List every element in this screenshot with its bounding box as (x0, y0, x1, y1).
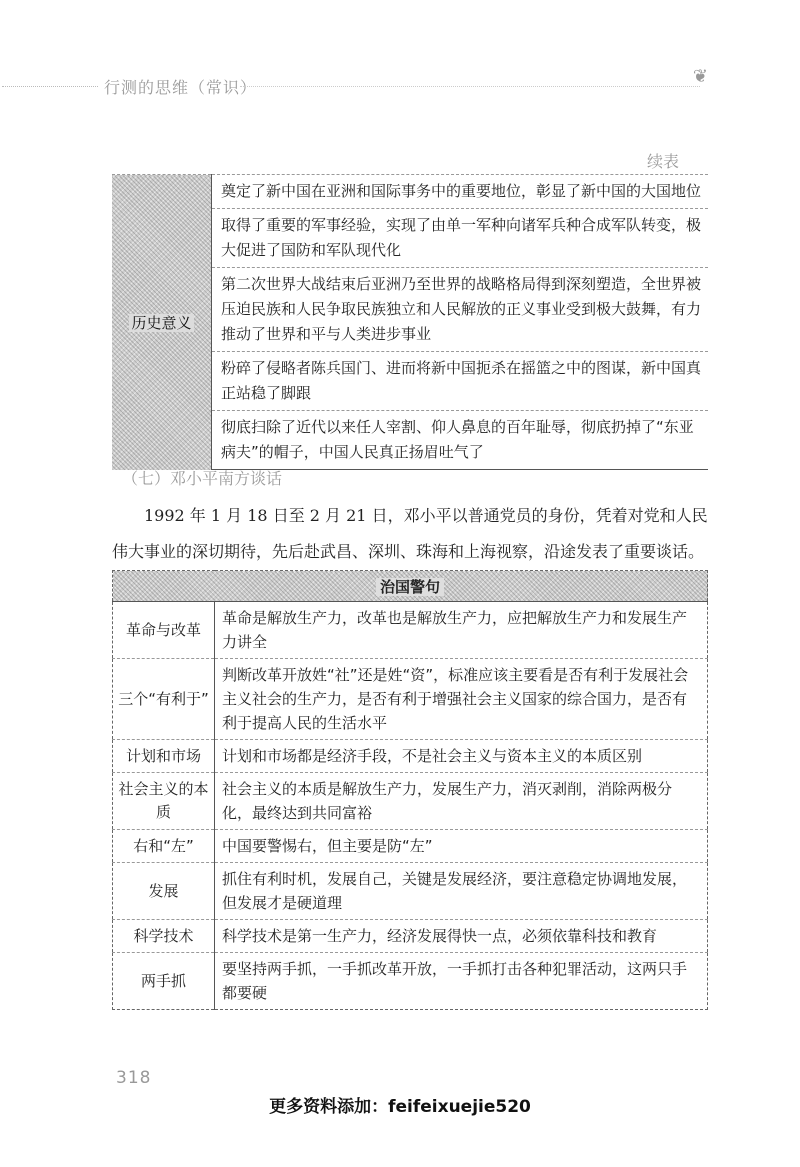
quote-key: 右和“左” (113, 830, 215, 863)
quote-value: 社会主义的本质是解放生产力，发展生产力，消灭剥削，消除两极分化，最终达到共同富裕 (215, 773, 708, 830)
table-row (113, 740, 708, 773)
quote-value: 科学技术是第一生产力，经济发展得快一点，必须依靠科技和教育 (215, 920, 708, 953)
header-dotted-rule (2, 86, 98, 88)
quote-value: 革命是解放生产力，改革也是解放生产力，应把解放生产力和发展生产力讲全 (215, 602, 708, 659)
quotes-header: 治国警句 (376, 578, 444, 596)
quotes-header-cell (113, 571, 708, 602)
significance-label-cell (112, 175, 212, 470)
quote-key: 计划和市场 (113, 740, 215, 773)
significance-item: 彻底扫除了近代以来任人宰割、仰人鼻息的百年耻辱，彻底扔掉了“东亚病夫”的帽子，中国人民真正扬眉吐气了 (212, 411, 709, 470)
significance-item: 奠定了新中国在亚洲和国际事务中的重要地位，彰显了新中国的大国地位 (212, 175, 709, 209)
table-row (113, 659, 708, 740)
quote-value: 判断改革开放姓“社”还是姓“资”，标准应该主要看是否有利于发展社会主义社会的生产力，是否有利于增强社会主义国家的综合国力，是否有利于提高人民的生活水平 (215, 659, 708, 740)
significance-item: 粉碎了侵略者陈兵国门、进而将新中国扼杀在摇篮之中的图谋，新中国真正站稳了脚跟 (212, 352, 709, 411)
body-paragraph (112, 498, 712, 570)
significance-item: 第二次世界大战结束后亚洲乃至世界的战略格局得到深刻塑造，全世界被压迫民族和人民争取民族独立和人民解放的正义事业受到极大鼓舞，有力推动了世界和平与人类进步事业 (212, 268, 709, 352)
footer-note: 更多资料添加：feifeixuejie520 (269, 1097, 531, 1117)
table-row (113, 920, 708, 953)
paragraph-text: 1992 年 1 月 18 日至 2 月 21 日，邓小平以普通党员的身份，凭着对党和人民伟大事业的深切期待，先后赴武昌、深圳、珠海和上海视察，沿途发表了重要谈话。 (112, 506, 708, 561)
ornament-icon: ❦ (692, 66, 708, 87)
running-header (0, 66, 800, 102)
table-row (113, 602, 708, 659)
quote-value: 计划和市场都是经济手段，不是社会主义与资本主义的本质区别 (215, 740, 708, 773)
quote-value: 中国要警惕右，但主要是防“左” (215, 830, 708, 863)
quotes-header-row (113, 571, 708, 602)
quotes-table (112, 570, 708, 1010)
quote-key: 革命与改革 (113, 602, 215, 659)
quote-key: 两手抓 (113, 953, 215, 1010)
page-number: 318 (116, 1068, 152, 1088)
significance-table (112, 174, 708, 470)
quote-key: 三个“有利于” (113, 659, 215, 740)
table-row (113, 830, 708, 863)
significance-label: 历史意义 (131, 313, 192, 332)
continued-label: 续表 (647, 152, 680, 171)
header-rule (240, 86, 700, 87)
quote-value: 抓住有利时机，发展自己，关键是发展经济，要注意稳定协调地发展，但发展才是硬道理 (215, 863, 708, 920)
quote-value: 要坚持两手抓，一手抓改革开放，一手抓打击各种犯罪活动，这两只手都要硬 (222, 960, 688, 1002)
significance-item: 取得了重要的军事经验，实现了由单一军种向诸军兵种合成军队转变，极大促进了国防和军队现代化 (212, 209, 709, 268)
table-row (112, 175, 708, 209)
quote-key: 科学技术 (113, 920, 215, 953)
table-row (113, 863, 708, 920)
table-row (113, 953, 708, 1010)
quote-key: 发展 (113, 863, 215, 920)
section-title: （七）邓小平南方谈话 (122, 469, 283, 488)
header-title: 行测的思维（常识） (104, 78, 258, 97)
quote-key: 社会主义的本质 (113, 773, 215, 830)
table-row (113, 773, 708, 830)
